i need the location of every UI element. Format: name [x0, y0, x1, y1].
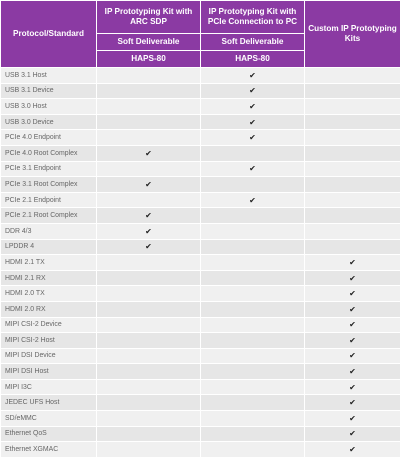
empty-cell: [305, 223, 400, 239]
protocol-name-cell: Ethernet QoS: [1, 426, 97, 442]
empty-cell: [97, 379, 201, 395]
empty-cell: [97, 442, 201, 458]
empty-cell: [201, 239, 305, 255]
empty-cell: [97, 395, 201, 411]
table-row: [1, 145, 400, 161]
empty-cell: [97, 364, 201, 380]
empty-cell: [97, 301, 201, 317]
table-row: [1, 317, 400, 333]
protocol-name-cell: PCIe 4.0 Endpoint: [1, 130, 97, 146]
table-row: [1, 333, 400, 349]
empty-cell: [201, 145, 305, 161]
checkmark-icon: ✔: [97, 177, 201, 193]
table-row: [1, 395, 400, 411]
checkmark-icon: ✔: [97, 239, 201, 255]
protocol-name-cell: USB 3.1 Device: [1, 83, 97, 99]
table-row: [1, 348, 400, 364]
empty-cell: [305, 114, 400, 130]
empty-cell: [201, 426, 305, 442]
protocol-name-cell: PCIe 3.1 Root Complex: [1, 177, 97, 193]
empty-cell: [201, 411, 305, 427]
table-row: [1, 177, 400, 193]
protocol-name-cell: USB 3.0 Host: [1, 99, 97, 115]
table-row: [1, 192, 400, 208]
protocol-name-cell: Ethernet XGMAC: [1, 442, 97, 458]
table-row: [1, 301, 400, 317]
protocol-standard-header: Protocol/Standard: [1, 1, 97, 68]
table-header: [1, 1, 400, 68]
checkmark-icon: ✔: [305, 333, 400, 349]
checkmark-icon: ✔: [305, 411, 400, 427]
checkmark-icon: ✔: [305, 379, 400, 395]
empty-cell: [201, 333, 305, 349]
checkmark-icon: ✔: [305, 255, 400, 271]
table-row: [1, 68, 400, 84]
checkmark-icon: ✔: [305, 442, 400, 458]
protocol-name-cell: JEDEC UFS Host: [1, 395, 97, 411]
checkmark-icon: ✔: [201, 114, 305, 130]
empty-cell: [97, 68, 201, 84]
table-row: [1, 364, 400, 380]
empty-cell: [305, 208, 400, 224]
table-row: [1, 411, 400, 427]
empty-cell: [305, 99, 400, 115]
checkmark-icon: ✔: [305, 348, 400, 364]
empty-cell: [97, 255, 201, 271]
checkmark-icon: ✔: [97, 145, 201, 161]
protocol-name-cell: MIPI DSI Device: [1, 348, 97, 364]
protocol-name-cell: MIPI DSI Host: [1, 364, 97, 380]
empty-cell: [201, 177, 305, 193]
empty-cell: [201, 348, 305, 364]
empty-cell: [201, 255, 305, 271]
checkmark-icon: ✔: [201, 192, 305, 208]
empty-cell: [305, 161, 400, 177]
empty-cell: [201, 317, 305, 333]
checkmark-icon: ✔: [201, 161, 305, 177]
protocol-name-cell: HDMI 2.0 RX: [1, 301, 97, 317]
checkmark-icon: ✔: [305, 301, 400, 317]
empty-cell: [97, 286, 201, 302]
checkmark-icon: ✔: [305, 286, 400, 302]
empty-cell: [305, 239, 400, 255]
table-row: [1, 239, 400, 255]
protocol-name-cell: PCIe 4.0 Root Complex: [1, 145, 97, 161]
protocol-name-cell: HDMI 2.1 RX: [1, 270, 97, 286]
table-row: [1, 442, 400, 458]
empty-cell: [201, 208, 305, 224]
empty-cell: [201, 223, 305, 239]
empty-cell: [201, 270, 305, 286]
protocol-name-cell: LPDDR 4: [1, 239, 97, 255]
empty-cell: [201, 442, 305, 458]
pcie-pc-kit-header: IP Prototyping Kit with PCIe Connection to PC: [201, 1, 305, 34]
table-row: [1, 161, 400, 177]
empty-cell: [305, 177, 400, 193]
checkmark-icon: ✔: [201, 68, 305, 84]
table-row: [1, 83, 400, 99]
empty-cell: [305, 68, 400, 84]
empty-cell: [201, 364, 305, 380]
table-row: [1, 130, 400, 146]
table-row: [1, 270, 400, 286]
checkmark-icon: ✔: [97, 223, 201, 239]
checkmark-icon: ✔: [97, 208, 201, 224]
empty-cell: [97, 348, 201, 364]
empty-cell: [97, 317, 201, 333]
pcie-pc-platform-header: HAPS-80: [201, 51, 305, 68]
protocol-name-cell: DDR 4/3: [1, 223, 97, 239]
empty-cell: [305, 130, 400, 146]
pcie-pc-deliverable-header: Soft Deliverable: [201, 34, 305, 51]
protocol-name-cell: PCIe 2.1 Root Complex: [1, 208, 97, 224]
table-row: [1, 255, 400, 271]
protocol-name-cell: USB 3.1 Host: [1, 68, 97, 84]
table-row: [1, 286, 400, 302]
empty-cell: [201, 286, 305, 302]
protocol-name-cell: HDMI 2.0 TX: [1, 286, 97, 302]
protocol-name-cell: MIPI CSI-2 Device: [1, 317, 97, 333]
empty-cell: [201, 395, 305, 411]
empty-cell: [97, 411, 201, 427]
protocol-name-cell: PCIe 3.1 Endpoint: [1, 161, 97, 177]
empty-cell: [201, 301, 305, 317]
table-row: [1, 99, 400, 115]
protocol-name-cell: HDMI 2.1 TX: [1, 255, 97, 271]
checkmark-icon: ✔: [201, 99, 305, 115]
table-row: [1, 208, 400, 224]
checkmark-icon: ✔: [201, 130, 305, 146]
empty-cell: [305, 83, 400, 99]
protocol-name-cell: SD/eMMC: [1, 411, 97, 427]
empty-cell: [201, 379, 305, 395]
checkmark-icon: ✔: [305, 270, 400, 286]
table-row: [1, 379, 400, 395]
arc-sdp-platform-header: HAPS-80: [97, 51, 201, 68]
empty-cell: [97, 130, 201, 146]
empty-cell: [305, 192, 400, 208]
table-row: [1, 114, 400, 130]
empty-cell: [97, 192, 201, 208]
table-row: [1, 426, 400, 442]
custom-kit-header: Custom IP Prototyping Kits: [305, 1, 400, 68]
empty-cell: [97, 99, 201, 115]
protocol-name-cell: USB 3.0 Device: [1, 114, 97, 130]
empty-cell: [97, 114, 201, 130]
empty-cell: [97, 333, 201, 349]
checkmark-icon: ✔: [305, 426, 400, 442]
empty-cell: [97, 83, 201, 99]
arc-sdp-deliverable-header: Soft Deliverable: [97, 34, 201, 51]
protocol-name-cell: PCIe 2.1 Endpoint: [1, 192, 97, 208]
empty-cell: [305, 145, 400, 161]
protocol-name-cell: MIPI I3C: [1, 379, 97, 395]
checkmark-icon: ✔: [305, 364, 400, 380]
empty-cell: [97, 270, 201, 286]
checkmark-icon: ✔: [305, 317, 400, 333]
protocol-name-cell: MIPI CSI-2 Host: [1, 333, 97, 349]
checkmark-icon: ✔: [201, 83, 305, 99]
empty-cell: [97, 426, 201, 442]
table-row: [1, 223, 400, 239]
checkmark-icon: ✔: [305, 395, 400, 411]
arc-sdp-kit-header: IP Prototyping Kit with ARC SDP: [97, 1, 201, 34]
empty-cell: [97, 161, 201, 177]
table-body: [1, 68, 400, 458]
